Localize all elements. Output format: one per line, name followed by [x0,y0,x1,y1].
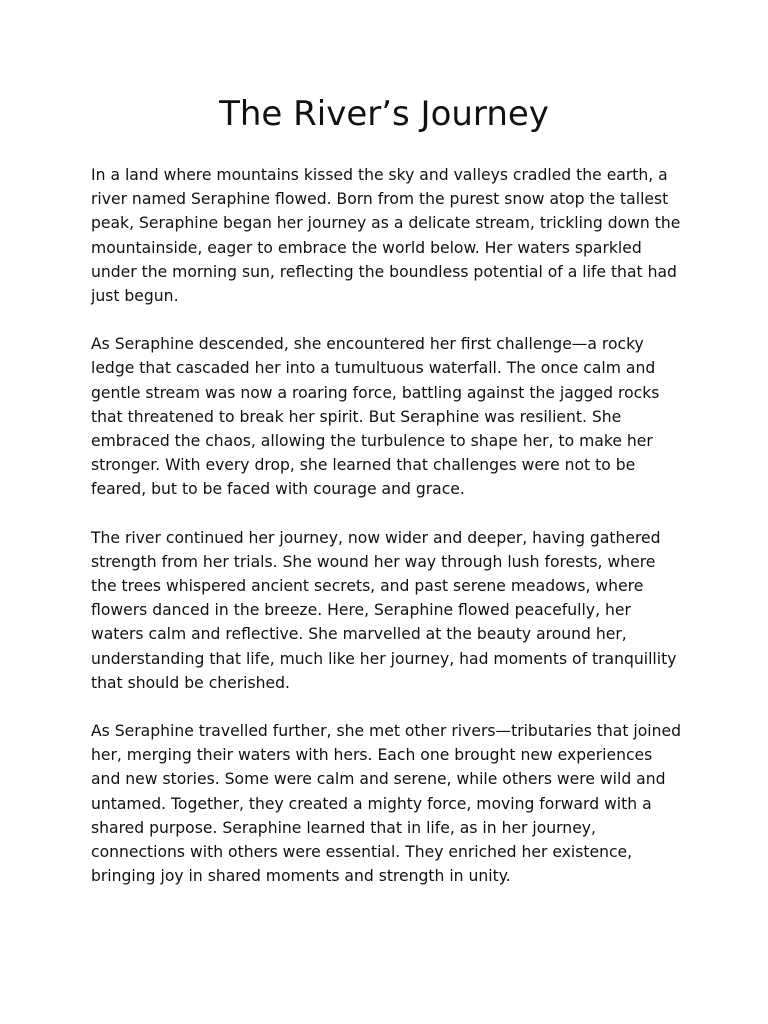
paragraph-4: As Seraphine travelled further, she met other rivers—tributaries that joined her, merging their waters with hers. Each one brought new experiences and new stories. Some were calm and serene, while others were wild and untamed. Together, they created a mighty force, moving forward with a shared purpose. Seraphine learned that in life, as in her journey, connections with others were essential. They enriched her existence, bringing joy in shared moments and strength in unity. [91,722,682,886]
document-body [91,163,681,912]
paragraph-1: In a land where mountains kissed the sky and valleys cradled the earth, a river named Seraphine flowed. Born from the purest snow atop the tallest peak, Seraphine began her journey as a delicate stream, trickling down the mountainside, eager to embrace the world below. Her waters sparkled under the morning sun, reflecting the boundless potential of a life that had just begun. [91,166,681,306]
paragraph-3: The river continued her journey, now wider and deeper, having gathered strength from her trials. She wound her way through lush forests, where the trees whispered ancient secrets, and past serene meadows, where flowers danced in the breeze. Here, Seraphine flowed peacefully, her waters calm and reflective. She marvelled at the beauty around her, understanding that life, much like her journey, had moments of tranquillity that should be cherished. [91,528,677,692]
document-title: The River’s Journey [219,94,549,134]
paragraph-2: As Seraphine descended, she encountered her first challenge—a rocky ledge that cascaded her into a tumultuous waterfall. The once calm and gentle stream was now a roaring force, battling against the jagged rocks that threatened to break her spirit. But Seraphine was resilient. She embraced the chaos, allowing the turbulence to shape her, to make her stronger. With every drop, she learned that challenges were not to be feared, but to be faced with courage and grace. [91,335,660,499]
